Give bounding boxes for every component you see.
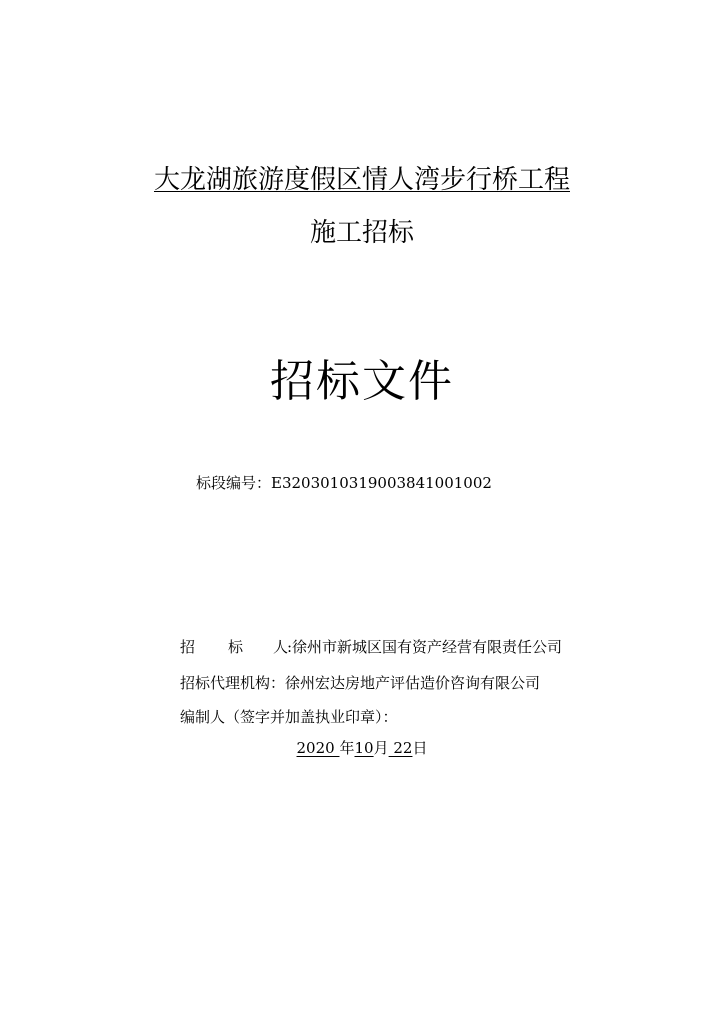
section-number	[196, 472, 492, 494]
tenderer-label-char: 人	[273, 638, 289, 656]
section-number-label: 标段编号：	[196, 474, 272, 492]
tenderer-label	[180, 636, 287, 658]
tenderer-label-char: 招	[180, 638, 196, 656]
issue-date	[0, 737, 724, 759]
document-heading: 招标文件	[270, 356, 454, 407]
date-year-unit: 年	[339, 739, 355, 757]
tenderer-label-char: 标	[228, 638, 244, 656]
date-day: 22	[388, 739, 413, 757]
tenderer-row	[180, 636, 562, 658]
date-month: 10	[354, 739, 374, 757]
date-month-unit: 月	[373, 739, 389, 757]
project-title-text: 大龙湖旅游度假区情人湾步行桥工程	[153, 165, 570, 195]
compiler-label: 编制人（签字并加盖执业印章）：	[180, 708, 398, 726]
tenderer-value: :徐州市新城区国有资产经营有限责任公司	[287, 638, 563, 656]
date-year: 2020	[296, 739, 340, 757]
project-title	[0, 162, 724, 198]
section-number-value: E3203010319003841001002	[271, 474, 492, 492]
date-day-unit: 日	[412, 739, 428, 757]
agency-row	[180, 672, 540, 694]
agency-value: 徐州宏达房地产评估造价咨询有限公司	[285, 674, 541, 692]
project-subtitle: 施工招标	[309, 218, 414, 248]
compiler-row	[180, 706, 398, 728]
agency-label: 招标代理机构：	[180, 674, 286, 692]
